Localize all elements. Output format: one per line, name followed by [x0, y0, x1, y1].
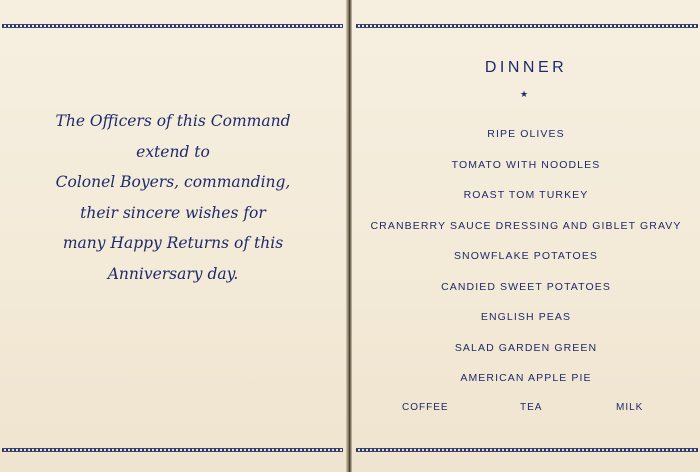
greeting-line: their sincere wishes for [80, 203, 266, 222]
right-bottom-border [356, 448, 698, 452]
menu-item: SALAD GARDEN GREEN [454, 341, 598, 354]
greeting-line: Anniversary day. [107, 264, 239, 283]
menu-item: RIPE OLIVES [487, 128, 565, 140]
drink-coffee: COFFEE [402, 402, 449, 413]
greeting-line: The Officers of this Command [55, 112, 291, 130]
menu-list [352, 124, 700, 399]
greeting-message [0, 106, 346, 290]
greeting-line: many Happy Returns of this [62, 234, 284, 253]
greeting-line: Colonel Boyers, commanding, [55, 173, 291, 192]
right-top-border [356, 24, 698, 28]
greeting-line: extend to [136, 142, 210, 161]
drink-tea: TEA [520, 402, 543, 413]
menu-title: DINNER [484, 59, 568, 76]
menu-item: CANDIED SWEET POTATOES [441, 280, 611, 293]
menu-item: CRANBERRY SAUCE DRESSING AND GIBLET GRAVY [370, 219, 682, 232]
drink-milk: MILK [616, 402, 644, 413]
menu-item: ROAST TOM TURKEY [463, 189, 589, 201]
left-top-border [2, 24, 343, 28]
left-bottom-border [2, 448, 343, 452]
menu-item: SNOWFLAKE POTATOES [453, 250, 599, 262]
star-icon: ★ [519, 89, 529, 99]
menu-item: ENGLISH PEAS [480, 311, 572, 323]
menu-item: AMERICAN APPLE PIE [460, 372, 592, 384]
menu-item: TOMATO WITH NOODLES [451, 158, 601, 171]
